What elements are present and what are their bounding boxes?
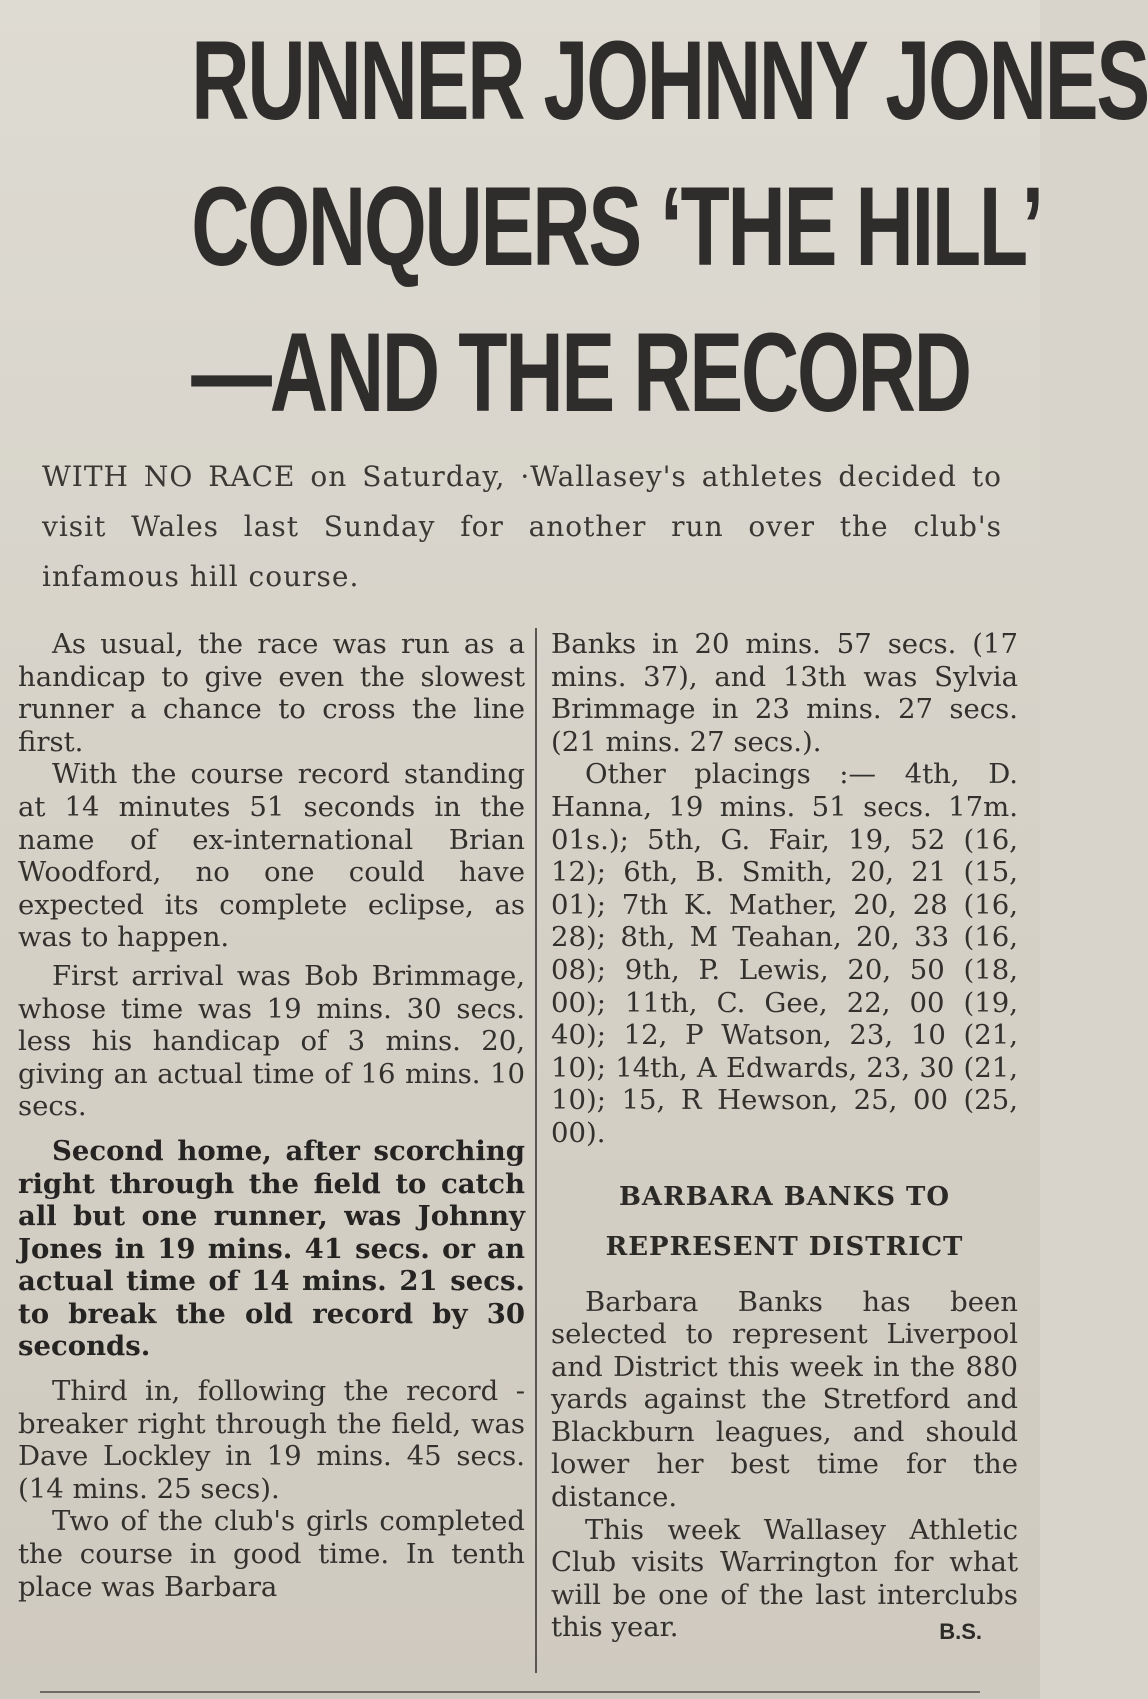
article-columns <box>18 628 1018 1673</box>
right-paragraph-2: Other placings :— 4th, D. Hanna, 19 mins. 51 secs. 17m. 01s.); 5th, G. Fair, 19, 52 (16, 12); 6th, B. Smith, 20, 21 (15, 01); 7th K. Mather, 20, 28 (16, 28); 8th, M Teahan, 20, 33 (16, 08); 9th, P. Lewis, 20, 50 (18, 00); 11th, C. Gee, 22, 00 (19, 40); 12, P Watson, 23, 10 (21, 10); 14th, A Edwards, 23, 30 (21, 10); 15, R Hewson, 25, 00 (25, 00). <box>551 758 1018 1149</box>
headline <box>170 8 1148 446</box>
intro-text: on Saturday, ·Wallasey's athletes decided to visit Wales last Sunday for another run over the club's infamous hill course. <box>42 460 1002 593</box>
right-paragraph-3: Barbara Banks has been selected to represent Liverpool and District this week in the 880 yards against the Stretford and Blackburn leagues, and should lower her best time for the distance. <box>551 1285 1018 1514</box>
left-column <box>18 628 535 1673</box>
right-column <box>535 628 1018 1673</box>
headline-line-1: RUNNER JOHNNY JONES <box>191 18 1148 143</box>
intro-lead: WITH NO RACE <box>42 460 296 493</box>
subheading <box>551 1172 1018 1272</box>
left-paragraph-5: Third in, following the record - breaker right through the field, was Dave Lockley in 19 mins. 45 secs. (14 mins. 25 secs). <box>18 1375 525 1505</box>
left-paragraph-3: First arrival was Bob Brimmage, whose time was 19 mins. 30 secs. less his handicap of 3 mins. 20, giving an actual time of 16 mins. 10 secs. <box>18 959 525 1123</box>
left-paragraph-2: With the course record standing at 14 minutes 51 seconds in the name of ex-international Brian Woodford, no one could have expected its complete eclipse, as was to happen. <box>18 758 525 954</box>
subheading-line-1: BARBARA BANKS TO <box>618 1181 951 1212</box>
headline-line-3: —AND THE RECORD <box>191 310 970 435</box>
headline-line-2: CONQUERS ‘THE HILL’ <box>191 164 1042 289</box>
left-paragraph-1: As usual, the race was run as a handicap to give even the slowest runner a chance to cross the line first. <box>18 628 525 758</box>
bottom-rule <box>40 1691 980 1693</box>
left-paragraph-4-bold: Second home, after scorching right through the field to catch all but one runner, was Johnny Jones in 19 mins. 41 secs. or an actual time of 14 mins. 21 secs. to break the old record by 30 seconds. <box>18 1134 525 1363</box>
right-paragraph-1: Banks in 20 mins. 57 secs. (17 mins. 37), and 13th was Sylvia Brimmage in 23 mins. 27 secs. (21 mins. 27 secs.). <box>551 628 1018 758</box>
byline: B.S. <box>939 1619 982 1645</box>
subheading-line-2: REPRESENT DISTRICT <box>605 1231 964 1262</box>
right-paragraph-4: This week Wallasey Athletic Club visits Warrington for what will be one of the last interclubs this year. <box>551 1513 1018 1644</box>
intro-paragraph <box>42 452 1002 602</box>
left-paragraph-6: Two of the club's girls completed the course in good time. In tenth place was Barbara <box>18 1505 525 1603</box>
